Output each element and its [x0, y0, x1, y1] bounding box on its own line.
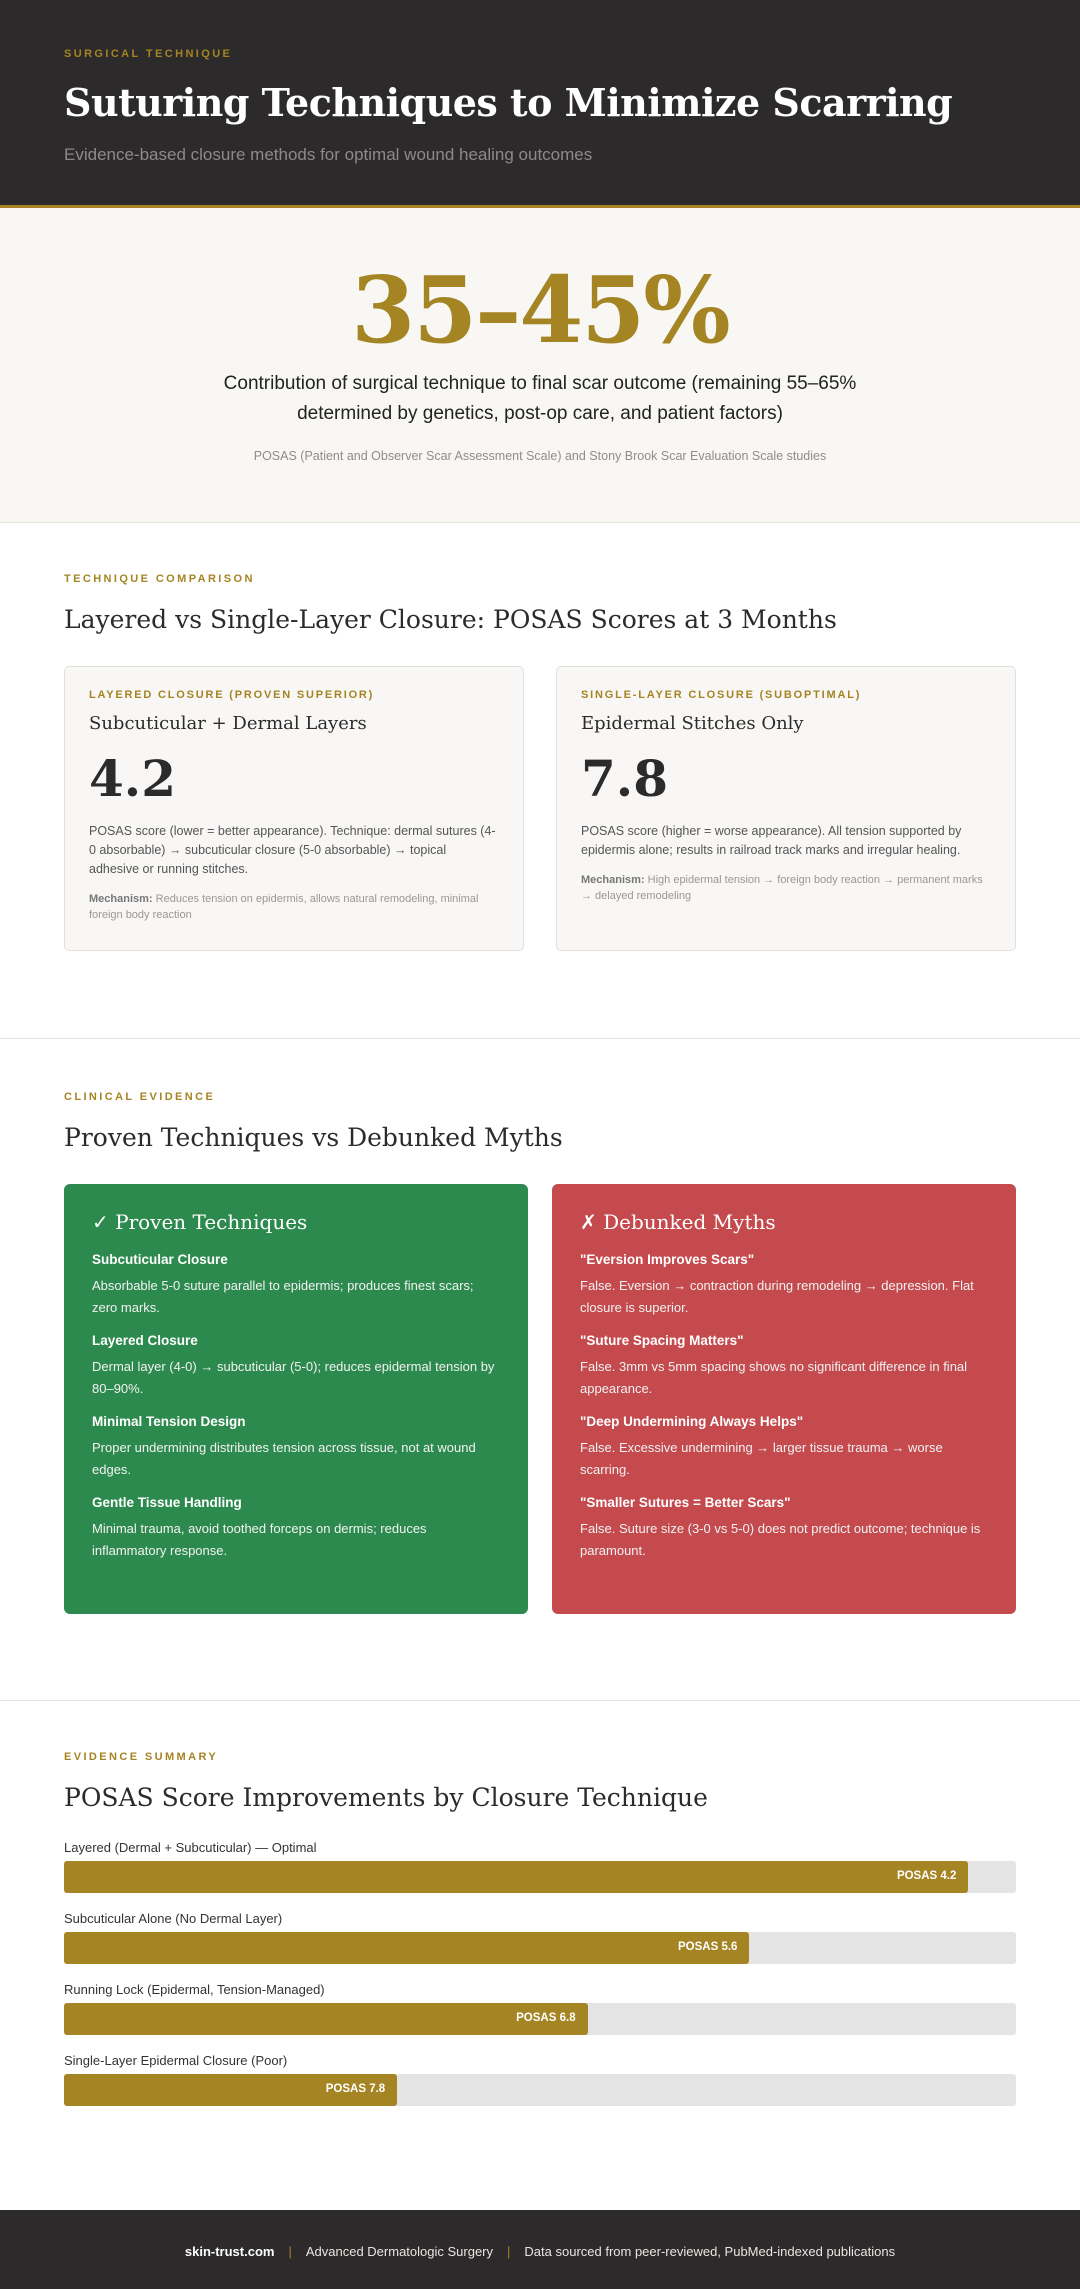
bar-label: Subcuticular Alone (No Dermal Layer): [64, 1911, 283, 1926]
section-title: Layered vs Single-Layer Closure: POSAS Scores at 3 Months: [64, 605, 837, 634]
item-body: False. Eversion → contraction during remodeling → depression. Flat closure is superior.: [580, 1278, 974, 1315]
item-heading: Minimal Tension Design: [92, 1414, 246, 1429]
header-eyebrow: SURGICAL TECHNIQUE: [64, 48, 233, 60]
bar-value-label: POSAS 6.8: [516, 2012, 576, 2024]
bar-track: [64, 2003, 1016, 2035]
bar-value-label: POSAS 5.6: [677, 1941, 738, 1953]
bar-row: [64, 1982, 1016, 2035]
page-title: Suturing Techniques to Minimize Scarring: [64, 80, 953, 125]
section-title: Proven Techniques vs Debunked Myths: [64, 1123, 563, 1152]
mechanism-text: Reduces tension on epidermis, allows natural remodeling, minimal foreign body reaction: [89, 893, 479, 921]
item-body: False. Excessive undermining → larger tissue trauma → worse scarring.: [580, 1440, 943, 1477]
technique-comparison-section: [0, 523, 1080, 1039]
item-heading: Layered Closure: [92, 1333, 198, 1348]
comparison-cards: [64, 666, 1016, 951]
footer-note: Data sourced from peer-reviewed, PubMed-indexed publications: [524, 2243, 896, 2259]
item-body: Minimal trauma, avoid toothed forceps on dermis; reduces inflammatory response.: [92, 1521, 427, 1558]
item-body: Proper undermining distributes tension across tissue, not at wound edges.: [92, 1440, 476, 1477]
bar-row: [64, 1840, 1016, 1893]
section-eyebrow: EVIDENCE SUMMARY: [64, 1751, 219, 1763]
card-title: Subcuticular + Dermal Layers: [89, 713, 367, 734]
bar-fill: [64, 2003, 588, 2035]
item-heading: Subcuticular Closure: [92, 1252, 228, 1267]
bar-label: Single-Layer Epidermal Closure (Poor): [64, 2053, 288, 2068]
page-subtitle: Evidence-based closure methods for optimal wound healing outcomes: [64, 145, 593, 164]
item-body: False. Suture size (3-0 vs 5-0) does not predict outcome; technique is paramount.: [580, 1521, 981, 1558]
bar-track: [64, 1861, 1016, 1893]
item-body: Absorbable 5-0 suture parallel to epidermis; produces finest scars; zero marks.: [92, 1278, 474, 1315]
bar-fill: [64, 1861, 968, 1893]
bar-row: [64, 1911, 1016, 1964]
posas-bar-chart: [64, 1840, 1016, 2106]
card-tag: SINGLE-LAYER CLOSURE (SUBOPTIMAL): [581, 689, 862, 701]
section-eyebrow: CLINICAL EVIDENCE: [64, 1091, 216, 1103]
footer-site: skin-trust.com: [184, 2243, 275, 2259]
item-body: False. 3mm vs 5mm spacing shows no significant difference in final appearance.: [580, 1359, 968, 1396]
card-body: POSAS score (lower = better appearance). Technique: dermal sutures (4-0 absorbable) → subcuticular closure (5-0 absorbable) → topical adhesive or running stitches.: [89, 824, 496, 876]
bar-track: [64, 2074, 1016, 2106]
bar-value-label: POSAS 7.8: [325, 2083, 386, 2095]
stat-description: Contribution of surgical technique to final scar outcome (remaining 55–65% determined by genetics, post-op care, and patient factors): [223, 372, 857, 424]
item-heading: "Smaller Sutures = Better Scars": [580, 1495, 791, 1510]
footer-separator: |: [288, 2243, 292, 2259]
single-layer-closure-card: [556, 666, 1016, 951]
item-body: Dermal layer (4-0) → subcuticular (5-0); reduces epidermal tension by 80–90%.: [92, 1359, 495, 1396]
mechanism-label: Mechanism:: [581, 874, 645, 886]
clinical-evidence-section: [0, 1039, 1080, 1701]
card-mechanism: [581, 872, 991, 904]
stat-value: 35–45%: [351, 256, 729, 364]
item-heading: "Suture Spacing Matters": [580, 1333, 744, 1348]
section-eyebrow: TECHNIQUE COMPARISON: [64, 573, 255, 585]
bar-value-label: POSAS 4.2: [896, 1870, 957, 1882]
card-mechanism: [89, 891, 499, 923]
stat-band: [0, 208, 1080, 523]
stat-source: POSAS (Patient and Observer Scar Assessment Scale) and Stony Brook Scar Evaluation Scale studies: [253, 448, 827, 463]
mechanism-label: Mechanism:: [89, 893, 153, 905]
card-title: Epidermal Stitches Only: [581, 713, 804, 734]
debunked-myths-panel: [552, 1184, 1016, 1614]
layered-closure-card: [64, 666, 524, 951]
section-title: POSAS Score Improvements by Closure Technique: [64, 1783, 708, 1812]
bar-fill: [64, 1932, 749, 1964]
page-header: [0, 0, 1080, 208]
bar-track: [64, 1932, 1016, 1964]
card-tag: LAYERED CLOSURE (PROVEN SUPERIOR): [89, 689, 375, 701]
mechanism-text: High epidermal tension → foreign body reaction → permanent marks → delayed remodeling: [581, 874, 983, 902]
card-body: POSAS score (higher = worse appearance). All tension supported by epidermis alone; results in railroad track marks and irregular healing.: [581, 824, 962, 857]
footer-separator: |: [507, 2243, 511, 2259]
panel-title: ✓ Proven Techniques: [92, 1210, 308, 1234]
panel-title: ✗ Debunked Myths: [580, 1210, 776, 1234]
page-footer: [0, 2210, 1080, 2289]
proven-techniques-panel: [64, 1184, 528, 1614]
item-heading: "Eversion Improves Scars": [580, 1252, 755, 1267]
item-heading: Gentle Tissue Handling: [92, 1495, 242, 1510]
footer-org: Advanced Dermatologic Surgery: [305, 2243, 494, 2259]
bar-label: Running Lock (Epidermal, Tension-Managed): [64, 1982, 325, 1997]
bar-fill: [64, 2074, 397, 2106]
bar-row: [64, 2053, 1016, 2106]
item-heading: "Deep Undermining Always Helps": [580, 1414, 804, 1429]
card-score: 7.8: [581, 749, 668, 808]
evidence-panels: [64, 1184, 1016, 1614]
evidence-summary-section: [0, 1701, 1080, 2210]
card-score: 4.2: [89, 749, 176, 808]
bar-label: Layered (Dermal + Subcuticular) — Optimal: [64, 1840, 317, 1855]
